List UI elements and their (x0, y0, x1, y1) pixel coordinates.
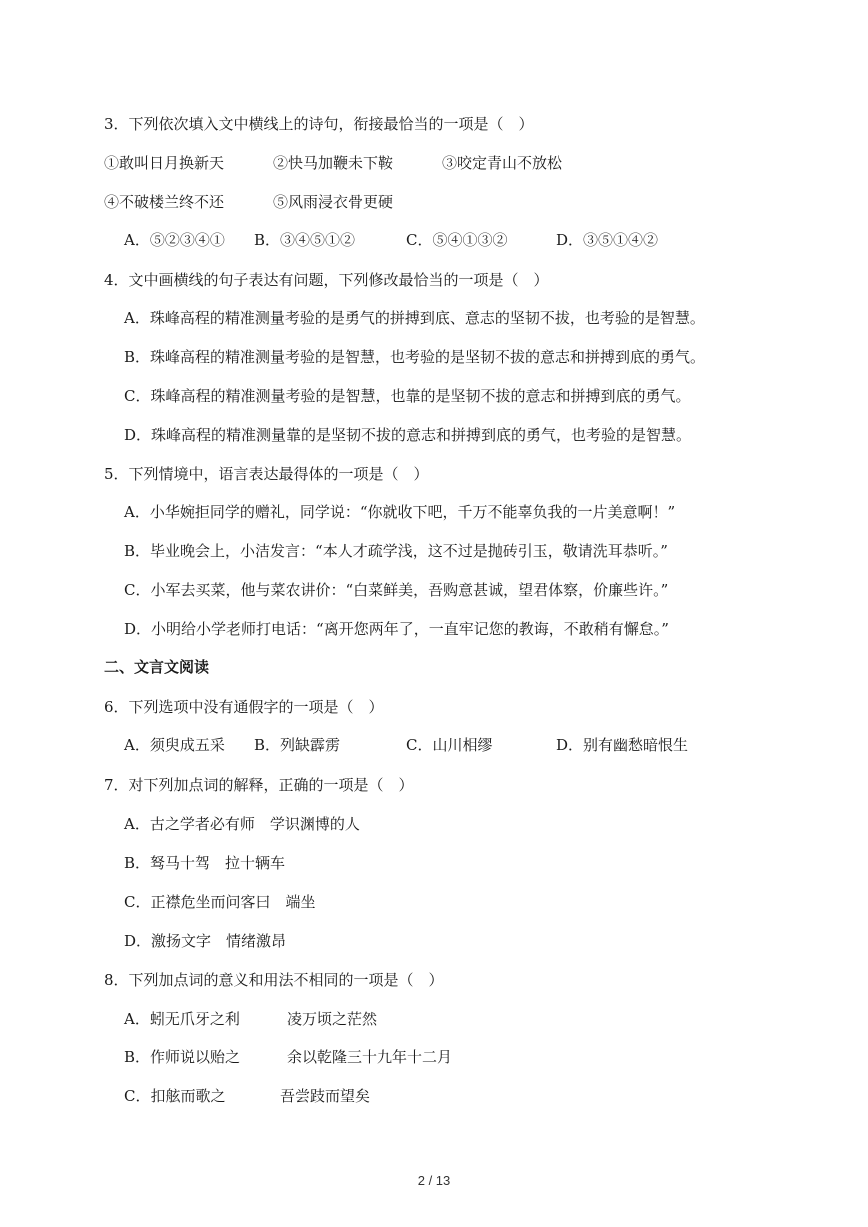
question-3-poem-1: ①敢叫日月换新天 (104, 154, 225, 172)
question-8-option-b-left: B．作师说以贻之 (124, 1048, 241, 1066)
question-5-option-a: A．小华婉拒同学的赠礼，同学说：“你就收下吧，千万不能辜负我的一片美意啊！” (124, 503, 676, 521)
question-3-poem-5: ⑤风雨浸衣骨更硬 (273, 193, 394, 211)
question-3-option-a: A．⑤②③④① (124, 231, 225, 249)
question-7-option-b: B．驽马十驾 拉十辆车 (124, 854, 286, 872)
question-3-option-d: D．③⑤①④② (556, 231, 659, 249)
question-7-option-a: A．古之学者必有师 学识渊博的人 (124, 815, 360, 833)
question-6-stem: 6．下列选项中没有通假字的一项是（ ） (104, 698, 384, 716)
question-6-option-d: D．别有幽愁暗恨生 (556, 736, 689, 754)
question-8-option-b-right: 余以乾隆三十九年十二月 (287, 1048, 453, 1066)
question-3-stem: 3．下列依次填入文中横线上的诗句，衔接最恰当的一项是（ ） (104, 115, 534, 133)
section-heading: 二、文言文阅读 (104, 658, 210, 676)
question-4-option-b: B．珠峰高程的精准测量考验的是智慧，也考验的是坚韧不拔的意志和拼搏到底的勇气。 (124, 348, 706, 366)
question-3-poem-2: ②快马加鞭未下鞍 (273, 154, 394, 172)
question-7-option-d: D．激扬文字 情绪激昂 (124, 932, 287, 950)
question-7-option-c: C．正襟危坐而问客曰 端坐 (124, 893, 316, 911)
question-6-option-c: C．山川相缪 (406, 736, 493, 754)
question-5-option-b: B．毕业晚会上，小洁发言：“本人才疏学浅，这不过是抛砖引玉，敬请洗耳恭听。” (124, 542, 668, 560)
question-3-poem-3: ③咬定青山不放松 (442, 154, 563, 172)
question-3-poem-4: ④不破楼兰终不还 (104, 193, 225, 211)
question-8-stem: 8．下列加点词的意义和用法不相同的一项是（ ） (104, 971, 444, 989)
question-8-option-c-left: C．扣舷而歌之 (124, 1087, 226, 1105)
question-3-option-c: C．⑤④①③② (406, 231, 508, 249)
question-5-option-d: D．小明给小学老师打电话：“离开您两年了，一直牢记您的教诲，不敢稍有懈怠。” (124, 620, 669, 638)
question-4-option-a: A．珠峰高程的精准测量考验的是勇气的拼搏到底、意志的坚韧不拔，也考验的是智慧。 (124, 309, 705, 327)
question-8-option-a-left: A．蚓无爪牙之利 (124, 1010, 240, 1028)
page-number: 2 / 13 (417, 1173, 451, 1188)
question-4-option-d: D．珠峰高程的精准测量靠的是坚韧不拔的意志和拼搏到底的勇气，也考验的是智慧。 (124, 426, 692, 444)
question-8-option-c-right: 吾尝跂而望矣 (280, 1087, 371, 1105)
question-4-stem: 4．文中画横线的句子表达有问题，下列修改最恰当的一项是（ ） (104, 271, 549, 289)
question-6-option-b: B．列缺霹雳 (254, 736, 341, 754)
question-3-option-b: B．③④⑤①② (254, 231, 356, 249)
question-5-stem: 5．下列情境中，语言表达最得体的一项是（ ） (104, 465, 429, 483)
question-4-option-c: C．珠峰高程的精准测量考验的是智慧，也靠的是坚韧不拔的意志和拼搏到底的勇气。 (124, 387, 691, 405)
question-6-option-a: A．须臾成五采 (124, 736, 225, 754)
question-7-stem: 7．对下列加点词的解释，正确的一项是（ ） (104, 776, 414, 794)
question-5-option-c: C．小军去买菜，他与菜农讲价：“白菜鲜美，吾购意甚诚，望君体察，价廉些许。” (124, 581, 669, 599)
question-8-option-a-right: 凌万顷之茫然 (287, 1010, 378, 1028)
